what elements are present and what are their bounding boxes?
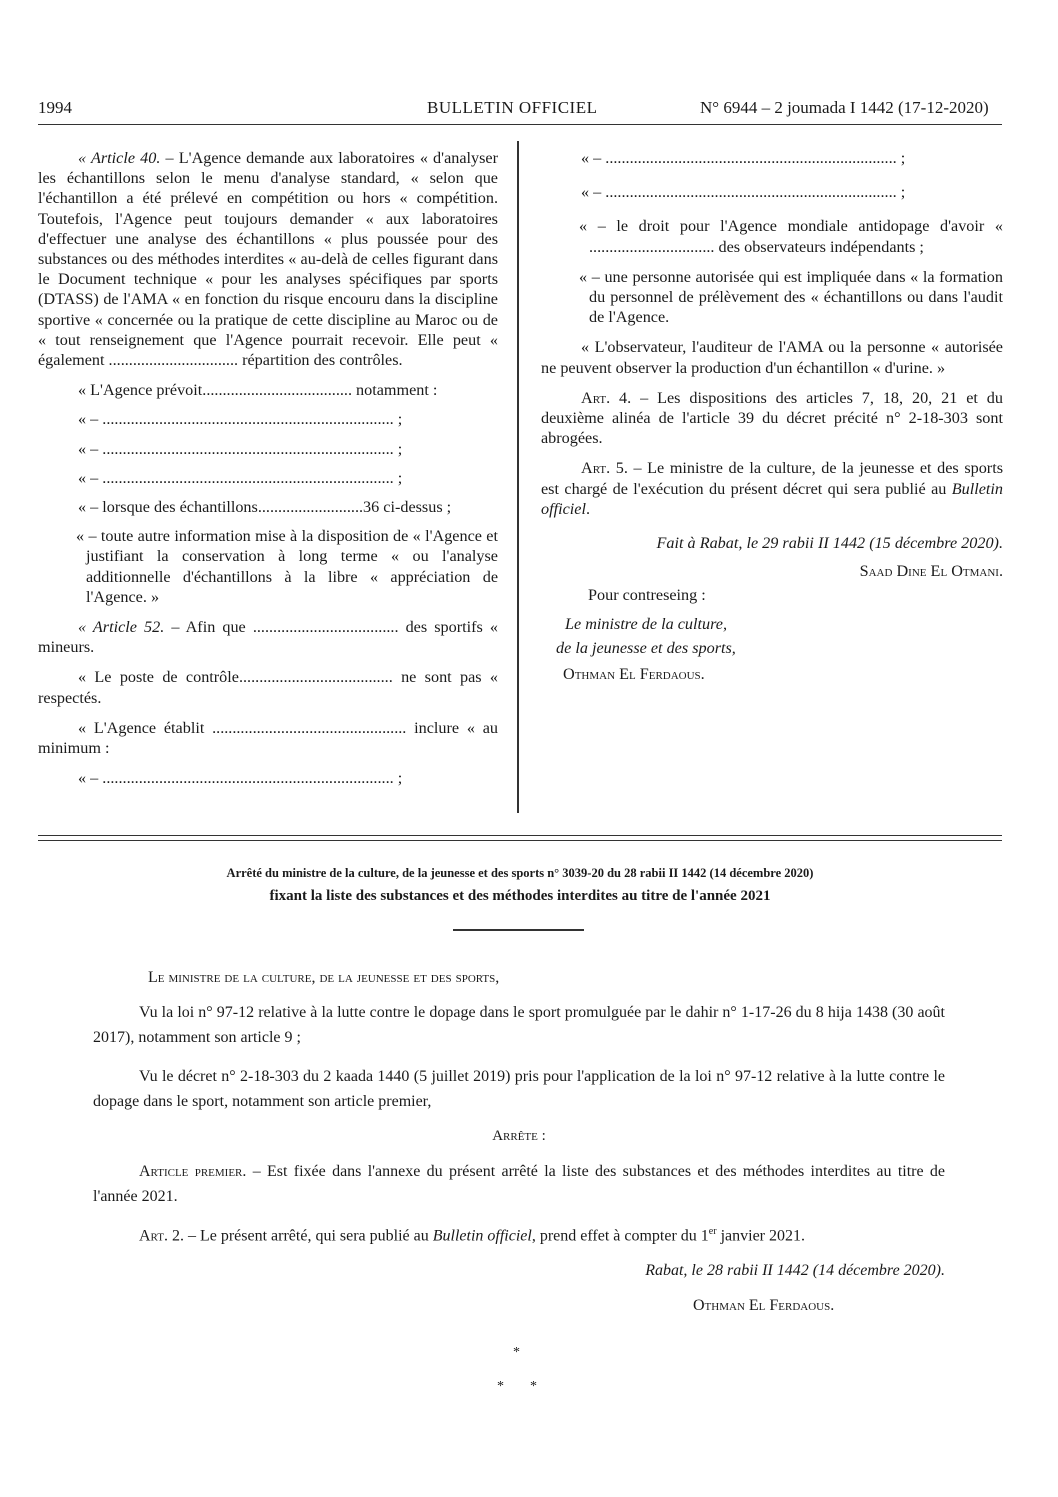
dash-item: « – ........................................................................ ;	[78, 439, 403, 458]
article-5	[541, 458, 1003, 519]
dash-item: « – ........................................................................ ;	[581, 183, 906, 202]
article-premier	[93, 1159, 945, 1209]
arrete-date: Rabat, le 28 rabii II 1442 (14 décembre 2020).	[645, 1262, 945, 1280]
art-4-label: Art. 4.	[581, 388, 632, 407]
article-52-title: « Article 52.	[78, 618, 165, 637]
agence-prevoit: « L'Agence prévoit..................................... notamment :	[78, 381, 438, 400]
title-underline	[453, 929, 584, 931]
fait-a-rabat: Fait à Rabat, le 29 rabii II 1442 (15 décembre 2020).	[656, 534, 1003, 553]
bulletin-officiel-ref: Bulletin officiel	[541, 479, 1003, 518]
dash-item: « – ........................................................................ ;	[78, 410, 403, 429]
arrete-title-line-1: Arrêté du ministre de la culture, de la jeunesse et des sports n° 3039-20 du 28 rabii II 1442 (14 décembre 2020)	[226, 866, 814, 880]
asterisk-top: *	[513, 1345, 520, 1360]
dash-item: « – ........................................................................ ;	[78, 769, 403, 788]
minister-title-2: de la jeunesse et des sports,	[556, 638, 736, 657]
art-2-sup: er	[708, 1226, 717, 1237]
article-premier-text: – Est fixée dans l'annexe du présent arrêté la liste des substances et des méthodes interdites au titre de l'année 2021.	[93, 1163, 946, 1205]
minister-heading: Le ministre de la culture, de la jeunesse et des sports,	[148, 969, 500, 986]
article-40-text: – L'Agence demande aux laboratoires « d'analyser les échantillons selon le menu d'analyse standard, « selon que l'échantillon a été prélevé en compétition ou hors « compétition. Toutefois, l'Agence peut toujours demander « aux laboratoires d'effectuer une analyse des échantillons « plus poussée pour des substances ou des méthodes interdites « au-delà de celles figurant dans le Document technique « pour les analyses spécifiques par sports (DTASS) de l'AMA « en fonction du risque encouru dans la discipline sportive « concernée ou la pratique de cette discipline au Maroc ou de « tout renseignement que l'Agence pourrait recevoir. Elle peut « également ................................ répartition des contrôles.	[38, 149, 498, 370]
minister-title-1: Le ministre de la culture,	[565, 614, 728, 633]
arrete-word: Arrête :	[492, 1128, 546, 1144]
arrete-body	[93, 965, 945, 1318]
art-2-text-a: – Le présent arrêté, qui sera publié au	[183, 1227, 433, 1245]
autre-information-item: « – toute autre information mise à la disposition de « l'Agence et justifiant la conservation à long terme « ou l'analyse additionnelle d'échantillons à la libre « appréciation de l'Agence. »	[76, 527, 498, 606]
column-divider	[517, 141, 519, 813]
article-40	[38, 148, 498, 370]
art-5-end: .	[585, 499, 590, 518]
vu-loi: Vu la loi n° 97-12 relative à la lutte contre le dopage dans le sport promulguée par le dahir n° 1-17-26 du 8 hija 1438 (30 août 2017), notamment son article 9 ;	[93, 1004, 945, 1046]
article-52-text: – Afin que .................................... des sportifs « mineurs.	[38, 618, 498, 657]
dash-item: « – ........................................................................ ;	[78, 468, 403, 487]
art-5-text: – Le ministre de la culture, de la jeunesse et des sports est chargé de l'exécution du présent décret qui sera publié au	[541, 459, 1003, 498]
article-52	[38, 617, 498, 657]
journal-title: BULLETIN OFFICIEL	[427, 98, 598, 117]
art-2-label: Art. 2.	[139, 1227, 184, 1245]
lorsque-item: « – lorsque des échantillons..........................36 ci-dessus ;	[78, 498, 452, 517]
article-2	[93, 1219, 945, 1248]
separator-rule-bottom	[38, 840, 1002, 841]
signatory-name: Saad Dine El Otmani.	[859, 562, 1003, 581]
personne-item: « – une personne autorisée qui est impliquée dans « la formation du personnel de prélèvement des « échantillons ou dans l'audit de l'Agence.	[579, 267, 1003, 327]
asterisk-right: *	[530, 1379, 537, 1394]
agence-etablit: « L'Agence établit ................................................ inclure « au minimum :	[38, 718, 498, 758]
arrete-title-line-2: fixant la liste des substances et des méthodes interdites au titre de l'année 2021	[269, 888, 771, 904]
page-number: 1994	[38, 98, 72, 117]
left-column	[38, 148, 498, 788]
poste-controle: « Le poste de contrôle...................................... ne sont pas « respectés.	[38, 668, 498, 707]
vu-decret: Vu le décret n° 2-18-303 du 2 kaada 1440 (5 juillet 2019) pris pour l'application de la loi n° 97-12 relative à la lutte contre le dopage dans le sport, notamment son article premier,	[93, 1068, 945, 1110]
bulletin-officiel-ref: Bulletin officiel	[432, 1227, 532, 1245]
art-4-text: – Les dispositions des articles 7, 18, 20, 21 et du deuxième alinéa de l'article 39 du décret précité n° 2-18-303 sont abrogées.	[541, 388, 1003, 448]
asterisk-left: *	[497, 1379, 504, 1394]
article-40-title: « Article 40.	[78, 149, 161, 167]
pour-contreseing: Pour contreseing :	[588, 586, 706, 605]
minister-name: Othman El Ferdaous.	[563, 665, 705, 684]
issue-number: N° 6944 – 2 joumada I 1442 (17-12-2020)	[700, 98, 989, 117]
arrete-signatory: Othman El Ferdaous.	[693, 1297, 835, 1315]
art-5-label: Art. 5.	[581, 459, 628, 478]
right-column	[541, 148, 1003, 684]
art-2-text-c: janvier 2021.	[716, 1227, 805, 1245]
dash-item: « – ........................................................................ ;	[581, 149, 906, 167]
header-rule	[38, 124, 1002, 125]
art-2-text-b: , prend effet à compter du 1	[531, 1227, 709, 1245]
observateur-paragraph: « L'observateur, l'auditeur de l'AMA ou la personne « autorisée ne peuvent observer la production d'un échantillon « d'urine. »	[541, 338, 1003, 377]
droit-item: « – le droit pour l'Agence mondiale antidopage d'avoir « ............................... des observateurs indépendants ;	[579, 217, 1003, 256]
article-4	[541, 388, 1003, 449]
article-premier-label: Article premier.	[139, 1163, 247, 1180]
separator-rule-top	[38, 835, 1002, 836]
